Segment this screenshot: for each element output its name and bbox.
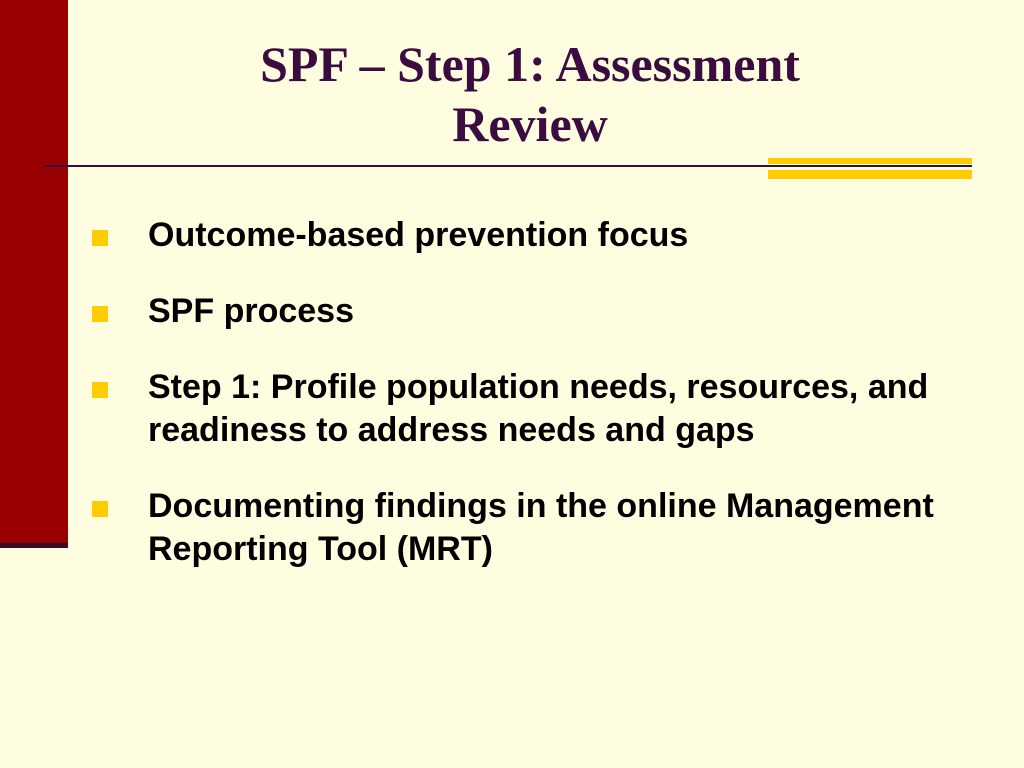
bullet-text: Step 1: Profile population needs, resources, and readiness to address needs and gaps [148, 368, 929, 449]
side-accent-bar [0, 0, 68, 545]
title-line-2: Review [452, 96, 608, 152]
accent-stripe-top [768, 158, 972, 164]
square-bullet-icon [92, 306, 108, 322]
bullet-item [90, 214, 1000, 257]
square-bullet-icon [92, 382, 108, 398]
bullet-item [90, 290, 1000, 333]
bullet-item [90, 366, 1000, 452]
bullet-list [90, 214, 1000, 604]
title-line-1: SPF – Step 1: Assessment [260, 36, 800, 92]
bullet-item [90, 485, 1000, 571]
square-bullet-icon [92, 501, 108, 517]
square-bullet-icon [92, 230, 108, 246]
title-divider-line [44, 165, 972, 167]
accent-stripe-bottom [768, 170, 972, 179]
bullet-text: SPF process [148, 292, 354, 330]
bullet-text: Outcome-based prevention focus [148, 216, 689, 254]
slide-title [120, 34, 940, 154]
bullet-text: Documenting findings in the online Management Reporting Tool (MRT) [148, 487, 934, 568]
side-bar-underline [0, 543, 68, 548]
